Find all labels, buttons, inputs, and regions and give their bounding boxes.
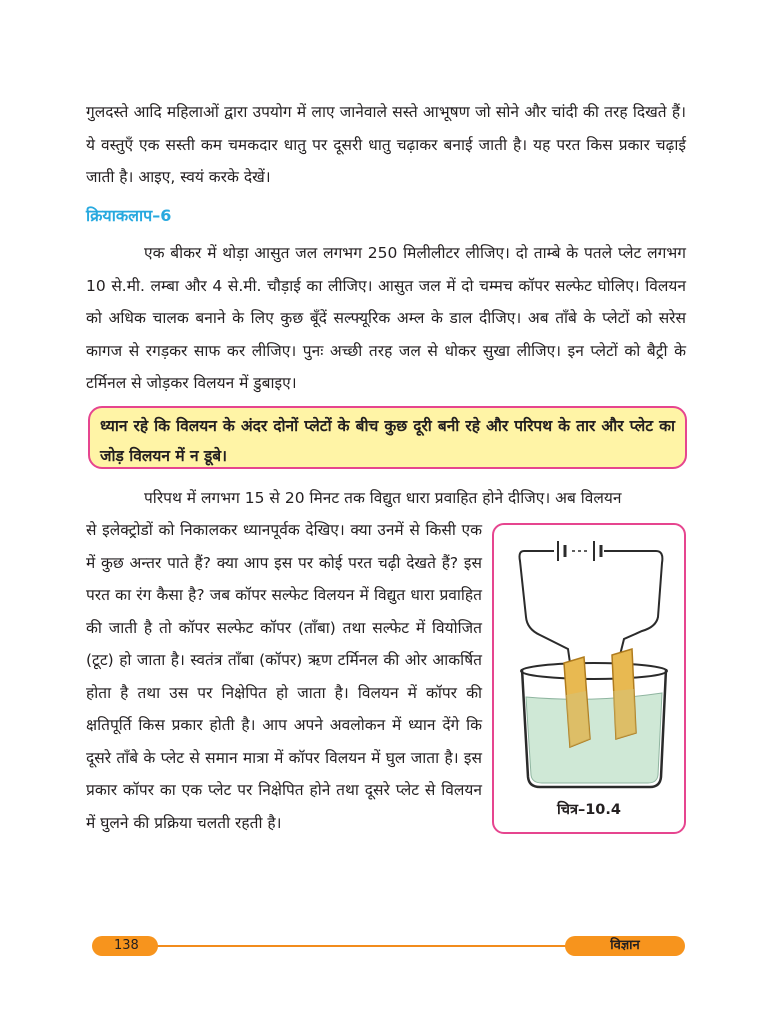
page-number: 138 — [92, 936, 158, 956]
footer-divider — [130, 945, 570, 947]
intro-paragraph: गुलदस्ते आदि महिलाओं द्वारा उपयोग में लाए जानेवाले सस्ते आभूषण जो सोने और चांदी की तरह दिखते हैं। ये वस्तुएँ एक सस्ती कम चमकदार धातु पर दूसरी धातु चढ़ाकर बनाई जाती है। यह परत किस प्रकार चढ़ाई जाती है। आइए, स्वयं करके देखें। — [86, 103, 686, 186]
caution-note-text: ध्यान रहे कि विलयन के अंदर दोनों प्लेटों के बीच कुछ दूरी बनी रहे और परिपथ के तार और प्लेट का जोड़ विलयन में न डूबे। — [100, 417, 675, 465]
figure-electroplating — [492, 523, 686, 834]
copper-sulphate-solution — [526, 693, 662, 783]
electroplating-illustration — [494, 525, 684, 795]
figure-caption: चित्र–10.4 — [557, 802, 621, 818]
observation-paragraph: से इलेक्ट्रोडों को निकालकर ध्यानपूर्वक देखिए। क्या उनमें से किसी एक में कुछ अन्तर पाते हैं? क्या आप इस पर कोई परत चढ़ी देखते हैं? इस परत का रंग कैसा है? जब कॉपर सल्फेट विलयन में विद्युत धारा प्रवाहित की जाती है तो कॉपर सल्फेट कॉपर (ताँबा) तथा सल्फेट में वियोजित (टूट) हो जाता है। स्वतंत्र ताँबा (कॉपर) ऋण टर्मिनल की ओर आकर्षित होता है तथा उस पर निक्षेपित हो जाता है। विलयन में कॉपर की क्षतिपूर्ति किस प्रकार होती है। आप अपने अवलोकन में ध्यान देंगे कि दूसरे ताँबे के प्लेट से समान मात्रा में कॉपर विलयन में घुल जाता है। इस प्रकार कॉपर का एक प्लेट पर निक्षेपित होने तथा दूसरे प्लेट से विलयन में घुलने की प्रक्रिया चलती रहती है। — [86, 521, 482, 832]
activity-heading: क्रियाकलाप–6 — [86, 206, 172, 225]
caution-note-box — [88, 406, 687, 469]
left-wire — [520, 551, 571, 663]
right-wire — [604, 551, 662, 655]
activity-paragraph: एक बीकर में थोड़ा आसुत जल लगभग 250 मिलीलीटर लीजिए। दो ताम्बे के पतले प्लेट लगभग 10 से.मी. लम्बा और 4 से.मी. चौड़ाई का लीजिए। आसुत जल में दो चम्मच कॉपर सल्फेट घोलिए। विलयन को अधिक चालक बनाने के लिए कुछ बूँदें सल्फ्यूरिक अम्ल के डाल दीजिए। अब ताँबे के प्लेटों को सरेस कागज से रगड़कर साफ कर लीजिए। पुनः अच्छी तरह जल से धोकर सुखा लीजिए। इन प्लेटों को बैट्री के टर्मिनल से जोड़कर विलयन में डुबाइए। — [86, 244, 686, 392]
book-title: विज्ञान — [565, 936, 685, 956]
observation-first-line: परिपथ में लगभग 15 से 20 मिनट तक विद्युत धारा प्रवाहित होने दीजिए। अब विलयन — [144, 489, 622, 507]
battery-icon — [558, 541, 601, 561]
beaker-rim — [521, 663, 667, 679]
